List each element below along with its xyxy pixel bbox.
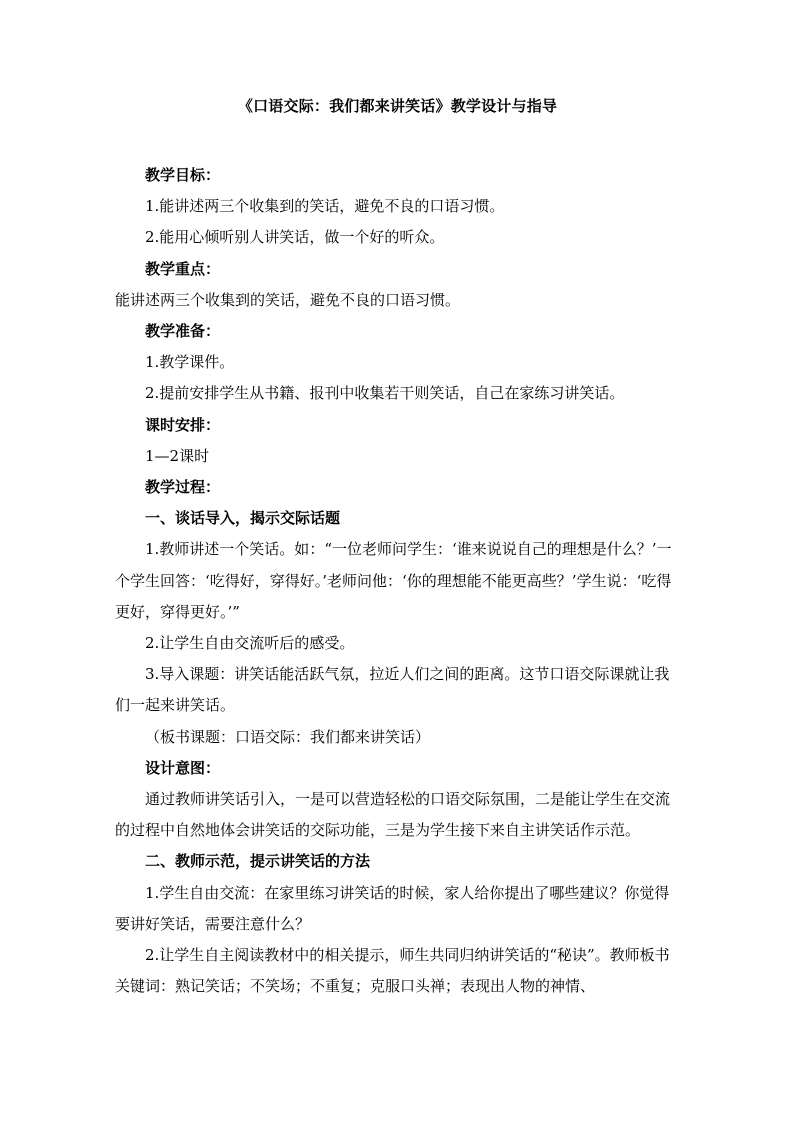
paragraph: 1.学生自由交流：在家里练习讲笑话的时候，家人给你提出了哪些建议？你觉得要讲好笑话，需要注意什么？ <box>115 883 670 933</box>
paragraph: 1—2课时 <box>145 446 210 465</box>
paragraph: 2.让学生自由交流听后的感受。 <box>145 634 355 653</box>
paragraph: （板书课题：口语交际：我们都来讲笑话） <box>145 727 431 746</box>
paragraph: 1.能讲述两三个收集到的笑话，避免不良的口语习惯。 <box>145 197 505 216</box>
paragraph: 1.教学课件。 <box>145 353 235 372</box>
section-heading-objectives: 教学目标： <box>145 166 221 184</box>
document-title: 《口语交际：我们都来讲笑话》教学设计与指导 <box>237 97 558 115</box>
section-heading-process: 教学过程： <box>145 478 221 497</box>
paragraph: 2.提前安排学生从书籍、报刊中收集若干则笑话，自己在家练习讲笑话。 <box>145 384 625 403</box>
paragraph: 通过教师讲笑话引入，一是可以营造轻松的口语交际氛围，二是能让学生在交流的过程中自然地体会讲笑话的交际功能，三是为学生接下来自主讲笑话作示范。 <box>115 790 671 840</box>
paragraph: 2.让学生自主阅读教材中的相关提示，师生共同归纳讲笑话的“秘诀”。教师板书关键词：熟记笑话；不笑场；不重复；克服口头禅；表现出人物的神情、 <box>115 946 670 996</box>
document-page <box>115 92 680 1002</box>
subsection-heading-1: 一、谈话导入，揭示交际话题 <box>145 509 341 528</box>
paragraph: 2.能用心倾听别人讲笑话，做一个好的听众。 <box>145 228 445 247</box>
subsection-heading-2: 二、教师示范，提示讲笑话的方法 <box>145 852 371 871</box>
paragraph: 3.导入课题：讲笑话能活跃气氛，拉近人们之间的距离。这节口语交际课就让我们一起来讲笑话。 <box>115 665 670 715</box>
section-heading-focus: 教学重点： <box>145 259 221 278</box>
section-heading-design-intent: 设计意图： <box>145 758 221 777</box>
section-heading-schedule: 课时安排： <box>145 415 221 434</box>
paragraph: 1.教师讲述一个笑话。如：“一位老师问学生：‘谁来说说自己的理想是什么？’一个学生回答：‘吃得好，穿得好。’老师问他：‘你的理想能不能更高些？’学生说：‘吃得更好，穿得更好。’” <box>115 540 672 621</box>
paragraph: 能讲述两三个收集到的笑话，避免不良的口语习惯。 <box>115 290 461 309</box>
section-heading-preparation: 教学准备： <box>145 322 221 341</box>
